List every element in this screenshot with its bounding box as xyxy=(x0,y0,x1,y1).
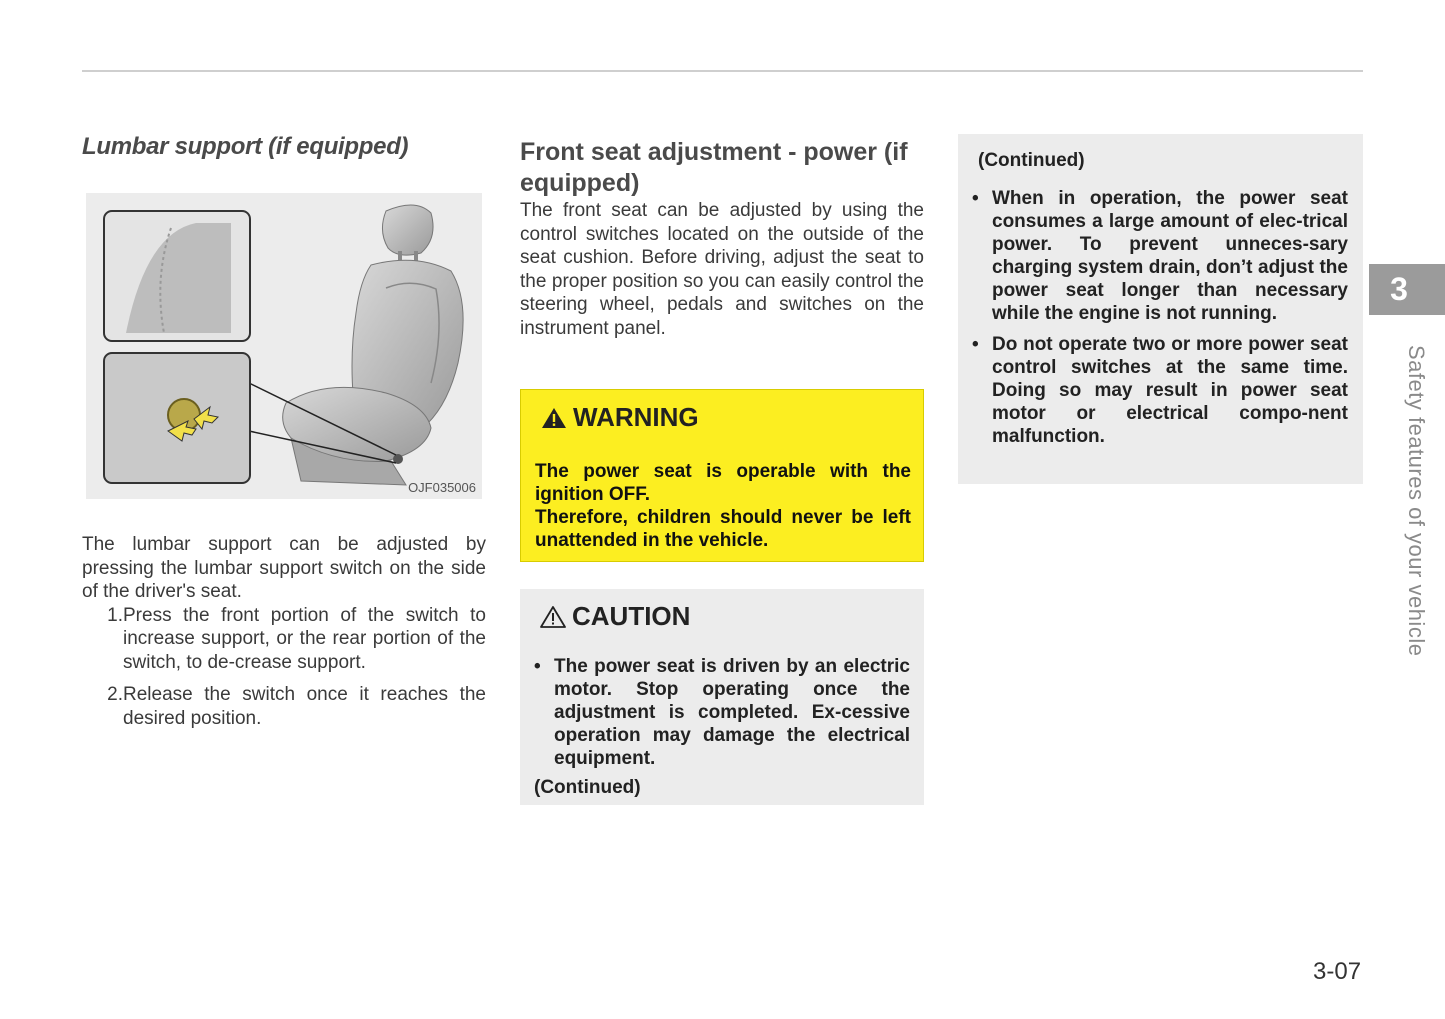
step-number: 1. xyxy=(107,604,123,626)
power-seat-body: The front seat can be adjusted by using the control switches located on the outside of the seat cushion. Before driving, adjust the seat to the proper position so you can easily control the steering wheel, pedals and switches on the instrument panel. xyxy=(520,200,924,339)
top-rule xyxy=(82,70,1363,72)
continued-box xyxy=(958,134,1363,484)
warning-line-2: Therefore, children should never be left unattended in the vehicle. xyxy=(535,507,911,551)
warning-title: WARNING xyxy=(573,402,699,432)
chapter-tab: 3 xyxy=(1369,264,1445,315)
step-number: 2. xyxy=(107,684,123,705)
warning-box xyxy=(520,389,924,562)
list-item xyxy=(972,333,1348,448)
power-seat-title: Front seat adjustment - power (if equipped) xyxy=(520,138,908,197)
step-text: Release the switch once it reaches the desired position. xyxy=(123,684,486,729)
caution-bullets xyxy=(534,655,910,778)
chapter-label: Safety features of your vehicle xyxy=(1404,345,1429,657)
continued-bullets xyxy=(972,187,1348,456)
bullet-dot: • xyxy=(972,334,979,355)
list-item xyxy=(534,655,910,770)
lumbar-intro: The lumbar support can be adjusted by pressing the lumbar support switch on the side of the driver's seat. xyxy=(82,534,486,602)
caution-triangle-icon xyxy=(540,605,566,629)
list-item xyxy=(82,604,486,675)
lumbar-steps xyxy=(82,604,486,731)
continued-bullet-text: Do not operate two or more power seat control switches at the same time. Doing so may result in power seat motor or electrical compo-nent malfunction. xyxy=(992,334,1348,447)
caution-title: CAUTION xyxy=(572,601,691,631)
figure-code: OJF035006 xyxy=(408,480,476,495)
lumbar-title: Lumbar support (if equipped) xyxy=(82,133,409,160)
bullet-dot: • xyxy=(534,656,541,677)
bullet-dot: • xyxy=(972,188,979,209)
power-seat-illustration xyxy=(86,193,482,499)
warning-triangle-icon xyxy=(541,406,567,430)
caution-box xyxy=(520,589,924,805)
warning-line-1: The power seat is operable with the ignition OFF. xyxy=(535,461,911,505)
continued-heading: (Continued) xyxy=(978,150,1085,171)
caution-bullet-text: The power seat is driven by an electric motor. Stop operating once the adjustment is completed. Ex-cessive operation may damage the electrical equipment. xyxy=(554,656,910,769)
step-text: Press the front portion of the switch to increase support, or the rear portion of the switch, to de-crease support. xyxy=(123,604,486,673)
seat-figure xyxy=(86,193,482,499)
page-number: 3-07 xyxy=(1313,958,1362,985)
list-item xyxy=(82,683,486,730)
warning-body xyxy=(535,460,911,552)
caution-continued: (Continued) xyxy=(534,777,641,798)
lumbar-section xyxy=(82,133,486,161)
lumbar-text xyxy=(82,533,486,739)
power-seat-section xyxy=(520,137,924,340)
continued-bullet-text: When in operation, the power seat consumes a large amount of elec-trical power. To prevent unneces-sary charging system drain, don’t adjust the power seat longer than necessary while the engine is not running. xyxy=(992,188,1348,324)
list-item xyxy=(972,187,1348,325)
